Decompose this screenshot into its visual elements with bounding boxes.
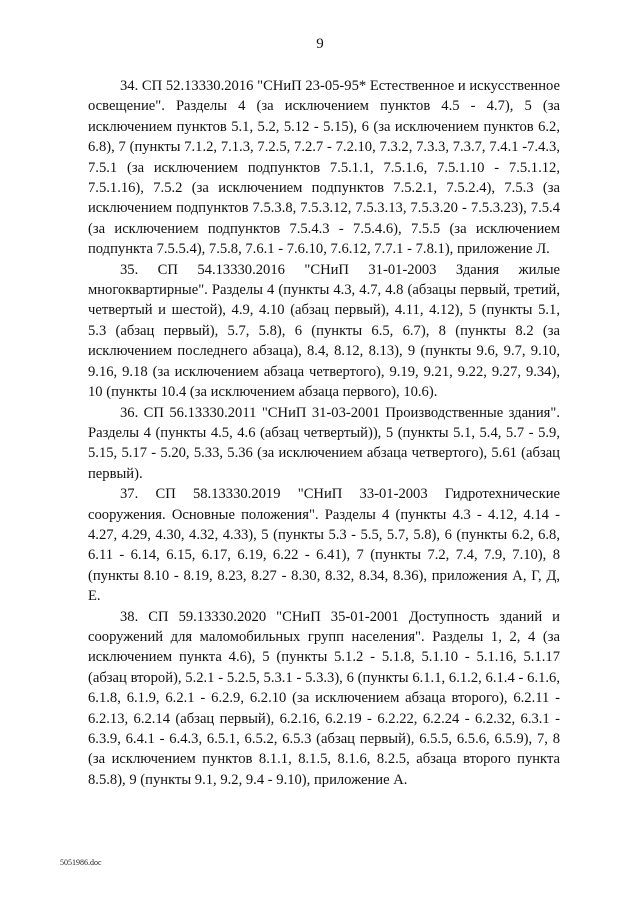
footer-document-code: 5051986.doc xyxy=(60,858,102,867)
paragraph-item-38: 38. СП 59.13330.2020 "СНиП 35-01-2001 Доступность зданий и сооружений для маломобильных групп населения". Разделы 1, 2, 4 (за исключением пункта 4.6), 5 (пункты 5.1.2 - 5.1.8, 5.1.10 - 5.1.16, 5.1.17 (абзац второй), 5.2.1 - 5.2.5, 5.3.1 - 5.3.3), 6 (пункты 6.1.1, 6.1.2, 6.1.4 - 6.1.6, 6.1.8, 6.1.9, 6.2.1 - 6.2.9, 6.2.10 (за исключением абзаца второго), 6.2.11 - 6.2.13, 6.2.14 (абзац первый), 6.2.16, 6.2.19 - 6.2.22, 6.2.24 - 6.2.32, 6.3.1 - 6.3.9, 6.4.1 - 6.4.3, 6.5.1, 6.5.2, 6.5.3 (абзац первый), 6.5.5, 6.5.6, 6.5.9), 7, 8 (за исключением пунктов 8.1.1, 8.1.5, 8.1.6, 8.2.5, абзаца второго пункта 8.5.8), 9 (пункты 9.1, 9.2, 9.4 - 9.10), приложение А. xyxy=(88,608,560,788)
paragraph-item-34: 34. СП 52.13330.2016 "СНиП 23-05-95* Естественное и искусственное освещение". Разделы 4 (за исключением пунктов 4.5 - 4.7), 5 (за исключением пунктов 5.1, 5.2, 5.12 - 5.15), 6 (за исключением пунктов 6.2, 6.8), 7 (пункты 7.1.2, 7.1.3, 7.2.5, 7.2.7 - 7.2.10, 7.3.2, 7.3.3, 7.3.7, 7.4.1 -7.4.3, 7.5.1 (за исключением подпунктов 7.5.1.1, 7.5.1.6, 7.5.1.10 - 7.5.1.12, 7.5.1.16), 7.5.2 (за исключением подпунктов 7.5.2.1, 7.5.2.4), 7.5.3 (за исключением подпунктов 7.5.3.8, 7.5.3.12, 7.5.3.13, 7.5.3.20 - 7.5.3.23), 7.5.4 (за исключением подпунктов 7.5.4.3 - 7.5.4.6), 7.5.5 (за исключением подпункта 7.5.5.4), 7.5.8, 7.6.1 - 7.6.10, 7.6.12, 7.7.1 - 7.8.1), приложение Л. xyxy=(88,78,560,258)
paragraph-item-36: 36. СП 56.13330.2011 "СНиП 31-03-2001 Производственные здания". Разделы 4 (пункты 4.5, 4.6 (абзац четвертый)), 5 (пункты 5.1, 5.4, 5.7 - 5.9, 5.15, 5.17 - 5.20, 5.33, 5.36 (за исключением абзаца четвертого), 5.61 (абзац первый). xyxy=(88,404,560,482)
paragraph-item-37: 37. СП 58.13330.2019 "СНиП 33-01-2003 Гидротехнические сооружения. Основные положения". Разделы 4 (пункты 4.3 - 4.12, 4.14 - 4.27, 4.29, 4.30, 4.32, 4.33), 5 (пункты 5.3 - 5.5, 5.7, 5.8), 6 (пункты 6.2, 6.8, 6.11 - 6.14, 6.15, 6.17, 6.19, 6.22 - 6.41), 7 (пункты 7.2, 7.4, 7.9, 7.10), 8 (пункты 8.10 - 8.19, 8.23, 8.27 - 8.30, 8.32, 8.34, 8.36), приложения А, Г, Д, Е. xyxy=(88,486,560,605)
page-number: 9 xyxy=(316,36,324,52)
paragraph-item-35: 35. СП 54.13330.2016 "СНиП 31-01-2003 Здания жилые многоквартирные". Разделы 4 (пункты 4.3, 4.7, 4.8 (абзацы первый, третий, четвертый и шестой), 4.9, 4.10 (абзац первый), 4.11, 4.12), 5 (пункты 5.1, 5.3 (абзац первый), 5.7, 5.8), 6 (пункты 6.5, 6.7), 8 (пункты 8.2 (за исключением последнего абзаца), 8.4, 8.12, 8.13), 9 (пункты 9.6, 9.7, 9.10, 9.16, 9.18 (за исключением абзаца четвертого), 9.19, 9.21, 9.22, 9.27, 9.34), 10 (пункты 10.4 (за исключением абзаца первого), 10.6). xyxy=(88,261,560,401)
document-body xyxy=(88,76,560,790)
